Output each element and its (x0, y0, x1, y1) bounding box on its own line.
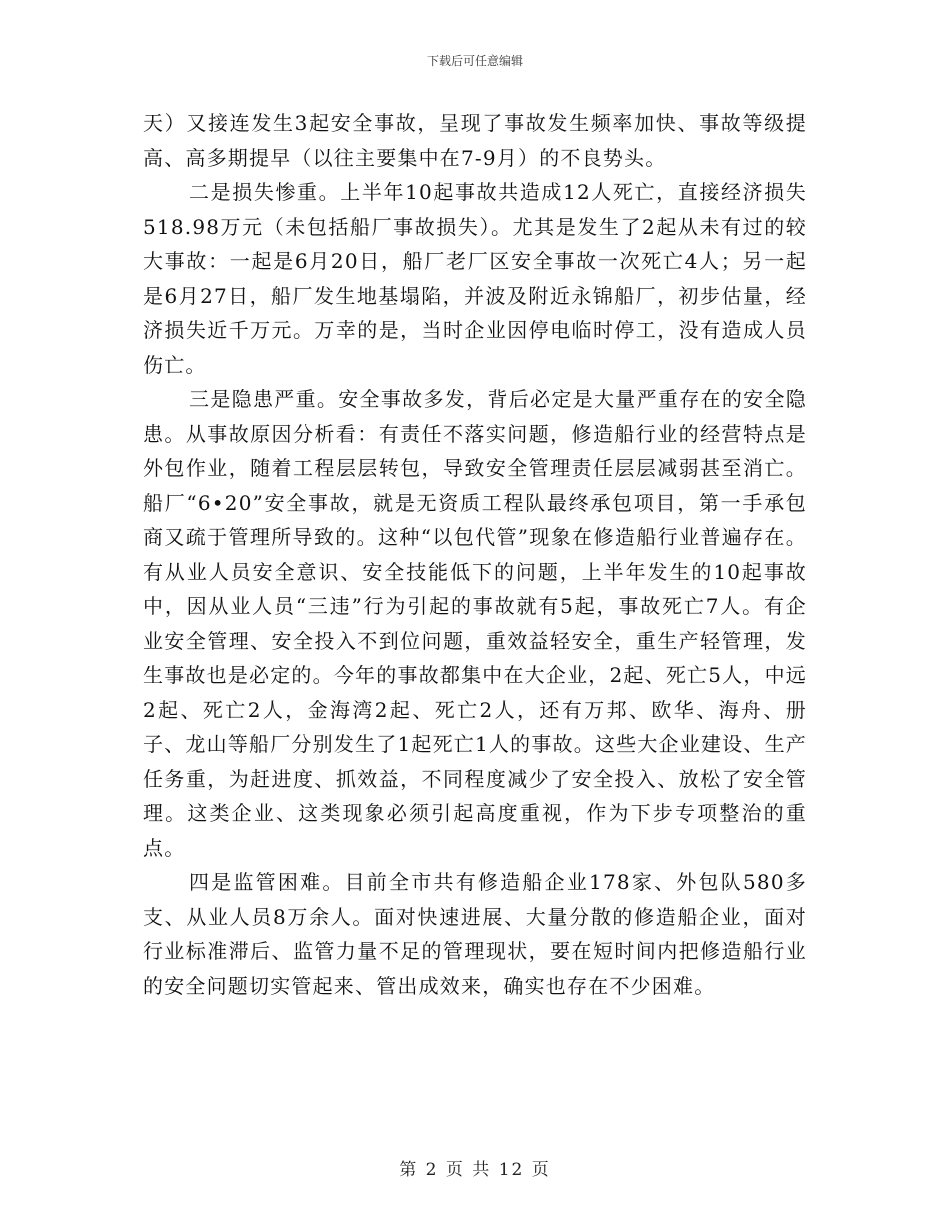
paragraph-losses: 二是损失惨重。上半年10起事故共造成12人死亡，直接经济损失518.98万元（未包括船厂事故损失）。尤其是发生了2起从未有过的较大事故：一起是6月20日，船厂老厂区安全事故一次死亡4人；另一起是6月27日，船厂发生地基塌陷，并波及附近永锦船厂，初步估量，经济损失近千万元。万幸的是，当时企业因停电临时停工，没有造成人员伤亡。 (143, 180, 807, 377)
page-header: 下载后可任意编辑 (426, 54, 523, 68)
paragraph-continuation: 天）又接连发生3起安全事故，呈现了事故发生频率加快、事故等级提高、高多期提早（以往主要集中在7-9月）的不良势头。 (143, 111, 807, 170)
paragraph-supervision: 四是监管困难。目前全市共有修造船企业178家、外包队580多支、从业人员8万余人。面对快速进展、大量分散的修造船企业，面对行业标准滞后、监管力量不足的管理现状，要在短时间内把修造船行业的安全问题切实管起来、管出成效来，确实也存在不少困难。 (143, 870, 807, 998)
document-body (143, 106, 807, 1003)
page-footer: 第 2 页 共 12 页 (399, 1160, 551, 1180)
paragraph-hazards: 三是隐患严重。安全事故多发，背后必定是大量严重存在的安全隐患。从事故原因分析看：有责任不落实问题，修造船行业的经营特点是外包作业，随着工程层层转包，导致安全管理责任层层减弱甚至消亡。船厂“6•20”安全事故，就是无资质工程队最终承包项目，第一手承包商又疏于管理所导致的。这种“以包代管”现象在修造船行业普遍存在。有从业人员安全意识、安全技能低下的问题，上半年发生的10起事故中，因从业人员“三违”行为引起的事故就有5起，事故死亡7人。有企业安全管理、安全投入不到位问题，重效益轻安全，重生产轻管理，发生事故也是必定的。今年的事故都集中在大企业，2起、死亡5人，中远2起、死亡2人，金海湾2起、死亡2人，还有万邦、欧华、海舟、册子、龙山等船厂分别发生了1起死亡1人的事故。这些大企业建设、生产任务重，为赶进度、抓效益，不同程度减少了安全投入、放松了安全管理。这类企业、这类现象必须引起高度重视，作为下步专项整治的重点。 (143, 387, 807, 860)
